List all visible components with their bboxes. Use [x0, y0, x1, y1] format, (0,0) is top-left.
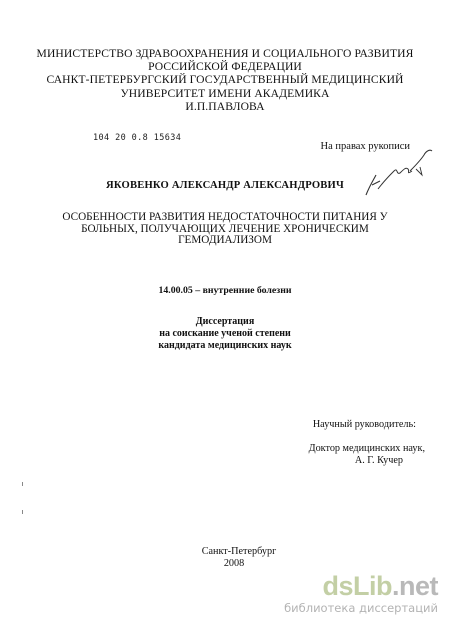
scan-mark: [22, 510, 23, 514]
library-stamp-number: 104 20 0.8 15634: [93, 133, 182, 143]
watermark-subtitle: библиотека диссертаций: [284, 601, 438, 615]
degree-line: Диссертация: [195, 316, 255, 327]
manuscript-rights-label: На правах рукописи: [320, 141, 410, 152]
scan-mark: [22, 482, 23, 486]
watermark: [284, 573, 438, 615]
ministry-header: [0, 47, 450, 113]
ministry-line: И.П.ПАВЛОВА: [185, 99, 265, 113]
supervisor-degree: Доктор медицинских наук,: [308, 443, 425, 454]
degree-line: кандидата медицинских наук: [158, 339, 292, 351]
title-line: БОЛЬНЫХ, ПОЛУЧАЮЩИХ ЛЕЧЕНИЕ ХРОНИЧЕСКИМ: [81, 222, 369, 235]
ministry-line: САНКТ-ПЕТЕРБУРГСКИЙ ГОСУДАРСТВЕННЫЙ МЕДИЦИНСКИЙ: [46, 73, 404, 87]
year: 2008: [223, 557, 245, 569]
ministry-line: РОССИЙСКОЙ ФЕДЕРАЦИИ: [148, 60, 302, 74]
title-line: ГЕМОДИАЛИЗОМ: [178, 234, 272, 247]
ministry-line: МИНИСТЕРСТВО ЗДРАВООХРАНЕНИЯ И СОЦИАЛЬНОГО РАЗВИТИЯ: [36, 47, 414, 60]
handwritten-signature: [360, 145, 440, 201]
watermark-logo-part2: .net: [391, 571, 438, 601]
watermark-logo: [284, 573, 438, 600]
supervisor-block: [309, 443, 425, 466]
title-line: ОСОБЕННОСТИ РАЗВИТИЯ НЕДОСТАТОЧНОСТИ ПИТАНИЯ У: [62, 211, 388, 223]
dissertation-title: [0, 212, 450, 247]
author-name: ЯКОВЕНКО АЛЕКСАНДР АЛЕКСАНДРОВИЧ: [106, 180, 344, 191]
specialty-code: 14.00.05 – внутренние болезни: [158, 285, 292, 296]
watermark-logo-part1: dsLib: [322, 571, 392, 601]
supervisor-label: Научный руководитель:: [312, 419, 416, 430]
city: Санкт-Петербург: [201, 546, 277, 557]
dissertation-degree-block: [0, 316, 450, 351]
place-and-year: [0, 546, 450, 570]
degree-line: на соискание ученой степени: [159, 327, 291, 339]
ministry-line: УНИВЕРСИТЕТ ИМЕНИ АКАДЕМИКА: [120, 86, 330, 100]
supervisor-name: А. Г. Кучер: [354, 454, 403, 466]
